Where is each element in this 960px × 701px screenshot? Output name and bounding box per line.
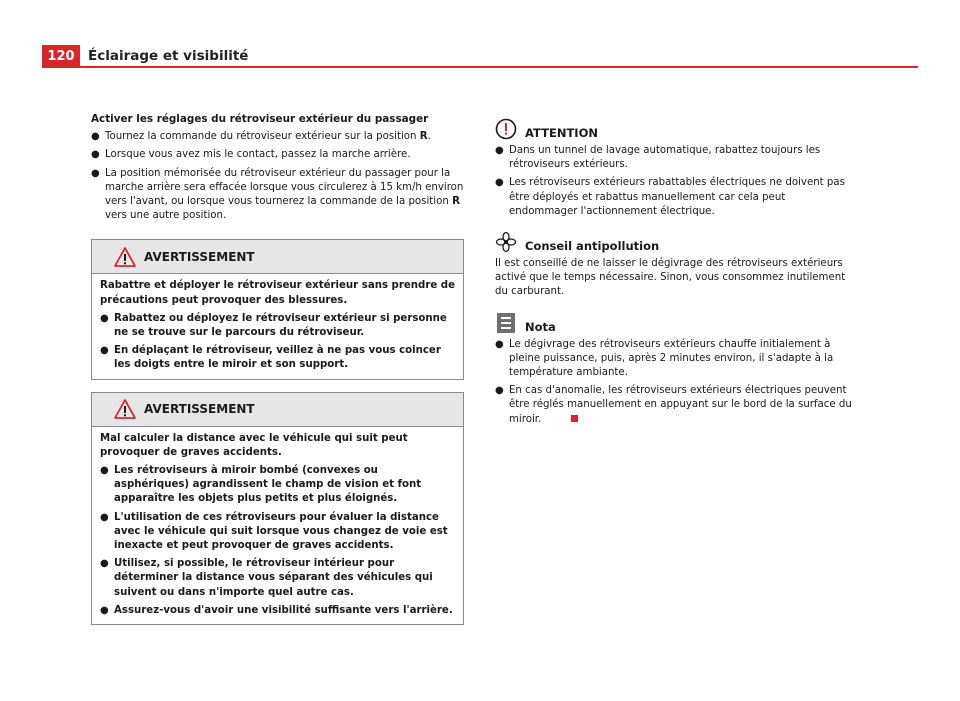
attention-title: ATTENTION <box>525 126 598 140</box>
bullet-icon: ● <box>100 345 109 357</box>
warning-body <box>92 274 463 378</box>
bullet-icon: ● <box>495 177 504 189</box>
header-rule <box>42 66 918 68</box>
attention-exclamation-icon <box>495 118 517 140</box>
warning-header <box>92 240 463 274</box>
list-item: ● Lorsque vous avez mis le contact, passez la marche arrière. <box>91 148 464 162</box>
list-item: ● Tournez la commande du rétroviseur extérieur sur la position R. <box>91 130 464 144</box>
list-item: ● Les rétroviseurs extérieurs rabattables électriques ne doivent pas être déployés et rabattus manuellement car cela peut endommager l'actionnement électrique. <box>495 177 845 217</box>
attention-header <box>495 118 855 140</box>
environment-title: Conseil antipollution <box>525 239 660 254</box>
environment-flower-icon <box>495 231 517 253</box>
note-title: Nota <box>525 319 556 334</box>
warning-header <box>92 393 463 427</box>
bullet-icon: ● <box>495 145 504 156</box>
bullet-icon: ● <box>91 149 100 161</box>
page-number: 120 <box>42 45 80 67</box>
warning-box <box>91 239 464 379</box>
note-section <box>495 312 855 427</box>
warning-body <box>92 427 463 624</box>
list-item: ● Assurez-vous d'avoir une visibilité suffisante vers l'arrière. <box>100 604 455 618</box>
environment-text: Il est conseillé de ne laisser le dégivrage des rétroviseurs extérieurs activé que le temps nécessaire. Sinon, vous consommez inutilement du carburant. <box>495 258 846 298</box>
section-end-marker <box>571 415 578 422</box>
bullet-icon: ● <box>100 558 109 570</box>
list-item: ● En cas d'anomalie, les rétroviseurs extérieurs électriques peuvent être réglés manuellement en appuyant sur le bord de la surface du miroir. <box>495 385 852 425</box>
warning-triangle-icon <box>114 399 136 419</box>
list-item: ● Rabattez ou déployez le rétroviseur extérieur si personne ne se trouve sur le parcours du rétroviseur. <box>100 312 447 339</box>
list-item: ● L'utilisation de ces rétroviseurs pour évaluer la distance avec le véhicule qui suit lorsque vous changez de voie est inexacte et peut provoquer de graves accidents. <box>100 511 448 552</box>
environment-section <box>495 231 855 300</box>
key-label: R <box>452 196 460 208</box>
warning-title: AVERTISSEMENT <box>144 402 255 417</box>
list-item: ● Les rétroviseurs à miroir bombé (convexes ou asphériques) agrandissent le champ de vision et font apparaître les objets plus petits et plus éloignés. <box>100 465 422 505</box>
bullet-icon: ● <box>100 604 109 616</box>
warning-triangle-icon <box>114 247 136 267</box>
bullet-icon: ● <box>91 131 100 143</box>
list-item: ● En déplaçant le rétroviseur, veillez à ne pas vous coincer les doigts entre le miroir et son support. <box>100 345 441 371</box>
key-label: R <box>419 131 428 143</box>
note-header <box>495 312 855 334</box>
warning-intro: Mal calculer la distance avec le véhicule qui suit peut provoquer de graves accidents. <box>100 432 408 458</box>
section-heading: Activer les réglages du rétroviseur extérieur du passager <box>91 113 429 125</box>
bullet-icon: ● <box>495 338 504 350</box>
attention-section <box>495 118 855 219</box>
warning-intro: Rabattre et déployer le rétroviseur extérieur sans prendre de précautions peut provoquer des blessures. <box>100 280 456 306</box>
environment-header <box>495 231 855 253</box>
warning-box <box>91 392 464 625</box>
list-item: ● Le dégivrage des rétroviseurs extérieurs chauffe initialement à pleine puissance, puis, après 2 minutes environ, il s'adapte à la température ambiante. <box>495 338 834 379</box>
bullet-icon: ● <box>100 312 109 324</box>
warning-title: AVERTISSEMENT <box>144 249 255 264</box>
chapter-title: Éclairage et visibilité <box>88 48 249 64</box>
bullet-icon: ● <box>100 465 109 477</box>
bullet-icon: ● <box>91 167 100 179</box>
bullet-icon: ● <box>495 385 504 397</box>
list-item: ● La position mémorisée du rétroviseur extérieur du passager pour la marche arrière sera effacée lorsque vous circulerez à 15 km/h environ vers l'avant, ou lorsque vous tournerez la commande de la position R vers une autre position. <box>91 167 464 222</box>
right-column <box>495 118 855 439</box>
list-item: ● Utilisez, si possible, le rétroviseur intérieur pour déterminer la distance vous séparant des véhicules qui suivent ou dans n'importe quel autre cas. <box>100 558 433 598</box>
list-item: ● Dans un tunnel de lavage automatique, rabattez toujours les rétroviseurs extérieurs. <box>495 145 821 171</box>
left-column <box>91 112 464 625</box>
note-info-icon <box>495 312 517 334</box>
bullet-icon: ● <box>100 511 109 523</box>
